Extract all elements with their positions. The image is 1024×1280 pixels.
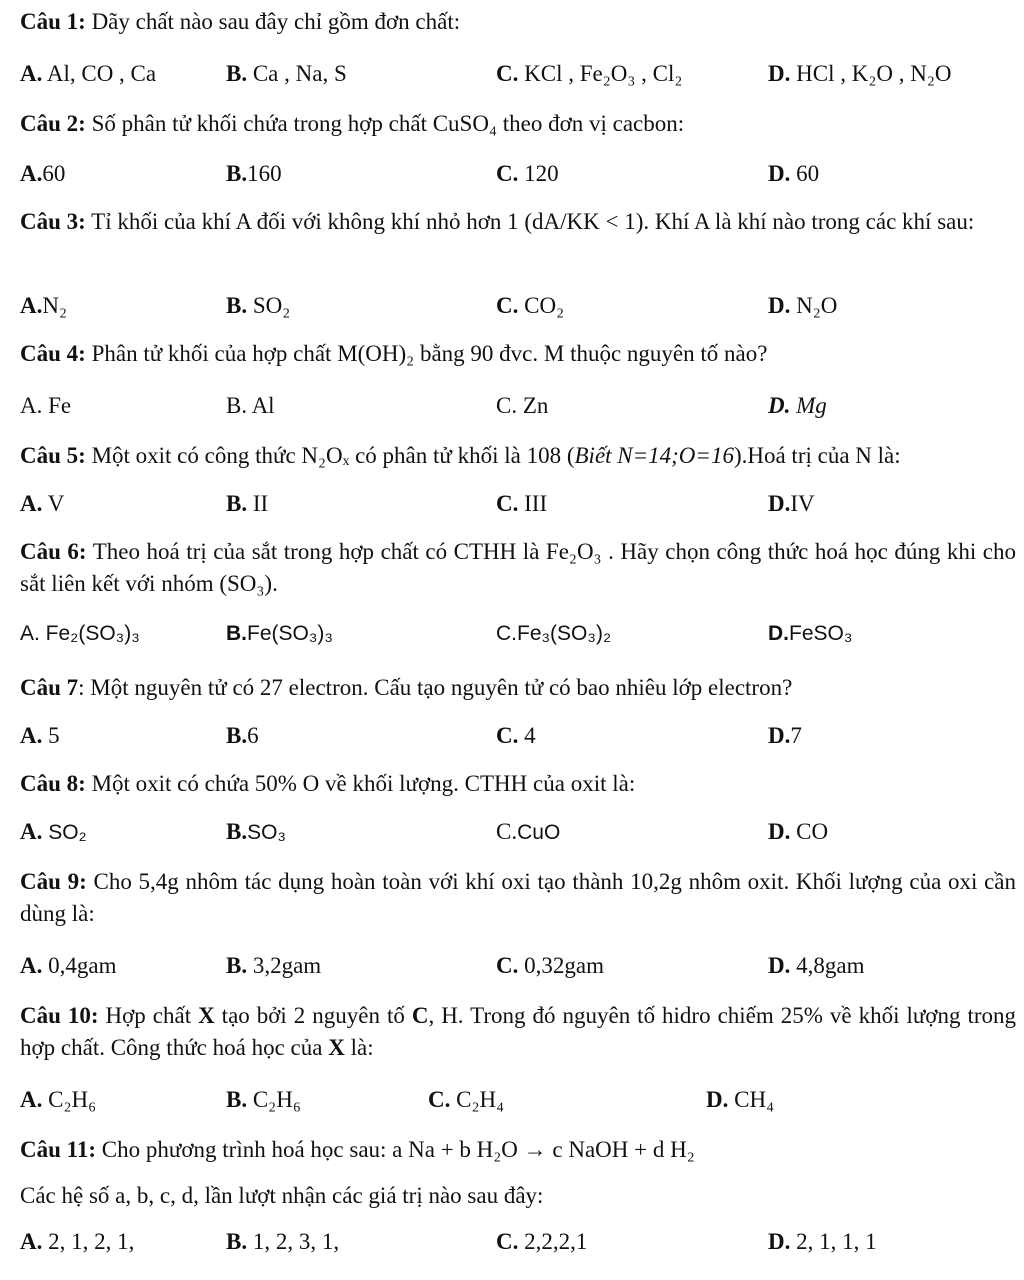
question-text: Một oxit có công thức N₂Oₓ có phân tử khối là 108 ( [85, 443, 575, 468]
question-text: Dãy chất nào sau đây chỉ gồm đơn chất: [85, 9, 461, 34]
option-c[interactable] [496, 58, 682, 90]
question-text-end: ).Hoá trị của N là: [733, 443, 901, 468]
option-c[interactable] [496, 950, 604, 982]
option-text: Fe₂(SO₃)₃ [39, 622, 140, 645]
question-text: Các hệ số a, b, c, d, lần lượt nhận các giá trị nào sau đây: [20, 1183, 544, 1208]
question-text: Theo hoá trị của sắt trong hợp chất có CTHH là Fe₂O₃ . Hãy chọn công thức hoá học đúng khi cho sắt liên kết với nhóm (SO₃). [20, 539, 1017, 596]
option-text: 5 [42, 723, 60, 748]
option-letter: D. [768, 61, 791, 86]
element-symbol: C [411, 1003, 429, 1028]
option-text: Zn [517, 393, 549, 418]
question-text: Một oxit có chứa 50% O về khối lượng. CTHH của oxit là: [85, 771, 636, 796]
option-b[interactable] [226, 488, 268, 520]
option-letter: D. [768, 723, 791, 748]
option-text: C₂H₆ [42, 1087, 97, 1112]
option-text: C₂H₆ [247, 1087, 301, 1112]
option-text: SO₃ [247, 821, 286, 844]
option-letter: A. [20, 1087, 43, 1112]
question-stem [20, 536, 1016, 600]
option-text: 2, 1, 2, 1, [42, 1229, 135, 1254]
answer-options [20, 720, 1016, 752]
question-stem [20, 672, 1016, 704]
option-b[interactable] [226, 816, 286, 849]
option-text: CuO [517, 821, 561, 844]
option-letter: D. [768, 953, 791, 978]
question-number: Câu 1: [20, 9, 86, 34]
option-letter: A. [20, 61, 43, 86]
option-text: HCl , K₂O , N₂O [790, 61, 952, 86]
option-d[interactable] [768, 488, 815, 520]
option-d[interactable] [768, 618, 852, 650]
option-a[interactable] [20, 816, 87, 849]
question-number: Câu 6: [20, 539, 87, 564]
question-1 [20, 6, 1016, 86]
question-8 [20, 768, 1016, 844]
option-letter: B. [226, 723, 248, 748]
question-9 [20, 866, 1017, 978]
question-stem [20, 338, 1016, 370]
question-7 [20, 672, 1016, 748]
question-stem [20, 6, 1016, 38]
question-text: Tỉ khối của khí A đối với không khí nhỏ hơn 1 (dA/KK < 1). Khí A là khí nào trong các khí sau: [85, 209, 975, 234]
option-text: 7 [790, 723, 802, 748]
option-text: 3,2gam [247, 953, 322, 978]
option-b[interactable] [226, 290, 290, 322]
answer-options [20, 390, 1016, 422]
option-text: SO₂ [42, 821, 87, 844]
option-d[interactable] [768, 158, 819, 190]
option-text: SO₂ [247, 293, 291, 318]
option-d[interactable] [768, 816, 828, 848]
option-b[interactable] [226, 390, 275, 422]
option-d[interactable] [768, 950, 864, 982]
option-letter: B. [226, 293, 248, 318]
option-c[interactable] [496, 390, 548, 422]
option-letter: B. [226, 819, 248, 844]
option-a[interactable] [20, 390, 71, 422]
option-text: N₂O [790, 293, 838, 318]
option-letter: D. [768, 161, 791, 186]
option-b[interactable] [226, 950, 321, 982]
option-letter: B. [226, 622, 247, 645]
option-c[interactable] [496, 720, 536, 752]
option-letter: C. [496, 819, 518, 844]
option-text: Fe(SO₃)₃ [247, 622, 333, 645]
option-a[interactable] [20, 720, 60, 752]
option-letter: C. [496, 61, 519, 86]
option-c[interactable] [428, 1084, 504, 1116]
option-d[interactable] [768, 58, 951, 90]
option-text: Ca , Na, S [247, 61, 347, 86]
option-text: C₂H₄ [450, 1087, 505, 1112]
option-text: FeSO₃ [789, 622, 853, 645]
option-letter: D. [768, 491, 791, 516]
option-c[interactable] [496, 290, 564, 322]
option-a[interactable] [20, 488, 64, 520]
option-letter: A. [20, 1229, 43, 1254]
option-text: 0,4gam [42, 953, 117, 978]
option-text: 120 [518, 161, 559, 186]
compound-symbol: X [198, 1003, 215, 1028]
option-text: Mg [790, 393, 827, 418]
question-number: Câu 8: [20, 771, 86, 796]
answer-options [20, 1084, 1016, 1116]
answer-options [20, 1226, 1016, 1258]
option-letter: D. [768, 393, 791, 418]
answer-options [20, 158, 1016, 190]
option-letter: A. [20, 953, 43, 978]
option-a[interactable] [20, 950, 116, 982]
question-number: Câu 9: [20, 869, 87, 894]
option-d[interactable] [706, 1084, 774, 1116]
question-stem [20, 206, 1016, 238]
option-text: 0,32gam [518, 953, 604, 978]
option-a[interactable] [20, 58, 156, 90]
option-text: Fe [42, 393, 72, 418]
question-text: Số phân tử khối chứa trong hợp chất CuSO₄ theo đơn vị cacbon: [85, 111, 685, 136]
option-c[interactable] [496, 618, 611, 650]
option-letter: B. [226, 491, 248, 516]
option-text: 60 [790, 161, 820, 186]
question-stem [20, 1000, 1016, 1064]
answer-options [20, 816, 1016, 848]
option-letter: A. [20, 161, 43, 186]
option-text: II [247, 491, 269, 516]
option-text: 2, 1, 1, 1 [790, 1229, 877, 1254]
option-letter: D. [768, 622, 789, 645]
question-number: Câu 2: [20, 111, 86, 136]
option-b[interactable] [226, 618, 333, 650]
question-text: tạo bởi 2 nguyên tố [214, 1003, 412, 1028]
answer-options [20, 950, 1016, 982]
question-text: , H. Trong đó nguyên tố hidro chiếm 25% về khối lượng trong hợp chất. Công thức hoá học của [20, 1003, 1017, 1060]
option-a[interactable] [20, 290, 67, 322]
option-text: 4 [518, 723, 536, 748]
question-substem [20, 1180, 1016, 1212]
question-text-end: là: [344, 1035, 374, 1060]
option-b[interactable] [226, 158, 282, 190]
question-text: : Một nguyên tử có 27 electron. Cấu tạo nguyên tử có bao nhiêu lớp electron? [78, 675, 793, 700]
answer-options [20, 290, 1016, 322]
option-text: 2,2,2,1 [518, 1229, 588, 1254]
option-letter: B. [226, 393, 248, 418]
option-a[interactable] [20, 1226, 134, 1258]
question-4 [20, 338, 1016, 418]
option-c[interactable] [496, 158, 559, 190]
option-c[interactable] [496, 816, 560, 849]
option-text: 160 [247, 161, 282, 186]
question-stem [20, 440, 1016, 472]
option-text: 60 [42, 161, 66, 186]
question-stem [20, 768, 1016, 800]
question-text: Hợp chất [98, 1003, 199, 1028]
question-hint: Biết N=14;O=16 [574, 443, 734, 468]
option-text: 4,8gam [790, 953, 865, 978]
option-letter: B. [226, 953, 248, 978]
question-text: Phân tử khối của hợp chất M(OH)₂ bằng 90 đvc. M thuộc nguyên tố nào? [85, 341, 768, 366]
option-letter: B. [226, 1229, 248, 1254]
option-text: III [518, 491, 548, 516]
option-letter: C. [496, 161, 519, 186]
option-d[interactable] [768, 390, 827, 422]
option-letter: C. [496, 953, 519, 978]
option-letter: C. [496, 622, 517, 645]
option-letter: A. [20, 293, 43, 318]
question-number: Câu 11: [20, 1137, 97, 1162]
question-2 [20, 108, 1016, 186]
question-5 [20, 440, 1016, 516]
question-number: Câu 4: [20, 341, 86, 366]
option-a[interactable] [20, 618, 140, 650]
option-text: CH₄ [728, 1087, 775, 1112]
option-a[interactable] [20, 158, 65, 190]
answer-options [20, 58, 1016, 90]
option-letter: C. [496, 491, 519, 516]
option-b[interactable] [226, 1226, 339, 1258]
option-d[interactable] [768, 1226, 877, 1258]
option-a[interactable] [20, 1084, 96, 1116]
option-letter: A. [20, 491, 43, 516]
option-text: CO₂ [518, 293, 565, 318]
option-letter: A. [20, 723, 43, 748]
option-letter: C. [496, 393, 518, 418]
option-letter: D. [706, 1087, 729, 1112]
option-d[interactable] [768, 290, 837, 322]
question-number: Câu 5: [20, 443, 86, 468]
option-letter: A. [20, 393, 43, 418]
option-c[interactable] [496, 1226, 587, 1258]
option-letter: C. [496, 293, 519, 318]
option-text: CO [790, 819, 829, 844]
question-3 [20, 206, 1016, 318]
option-letter: C. [428, 1087, 451, 1112]
question-number: Câu 10: [20, 1003, 99, 1028]
option-letter: D. [768, 819, 791, 844]
option-letter: D. [768, 293, 791, 318]
answer-options [20, 488, 1016, 520]
question-number: Câu 7 [20, 675, 79, 700]
answer-options [20, 618, 1016, 650]
question-6 [20, 536, 1017, 645]
option-text: Al, CO , Ca [42, 61, 157, 86]
option-text: N₂ [42, 293, 68, 318]
option-text: 1, 2, 3, 1, [247, 1229, 340, 1254]
option-text: Al [247, 393, 275, 418]
option-b[interactable] [226, 1084, 301, 1116]
option-letter: B. [226, 1087, 248, 1112]
compound-symbol: X [328, 1035, 345, 1060]
question-number: Câu 3: [20, 209, 86, 234]
question-11 [20, 1134, 1016, 1254]
question-stem [20, 866, 1016, 930]
question-text: Cho 5,4g nhôm tác dụng hoàn toàn với khí oxi tạo thành 10,2g nhôm oxit. Khối lượng của oxi cần dùng là: [20, 869, 1017, 926]
question-10 [20, 1000, 1017, 1112]
option-text: IV [790, 491, 815, 516]
question-stem [20, 108, 1016, 140]
option-b[interactable] [226, 720, 259, 752]
option-c[interactable] [496, 488, 547, 520]
option-letter: A. [20, 622, 40, 645]
option-letter: D. [768, 1229, 791, 1254]
option-b[interactable] [226, 58, 347, 90]
option-letter: B. [226, 61, 248, 86]
question-text: Cho phương trình hoá học sau: a Na + b H₂O → c NaOH + d H₂ [96, 1137, 695, 1162]
option-text: V [42, 491, 65, 516]
option-text: KCl , Fe₂O₃ , Cl₂ [518, 61, 683, 86]
option-letter: B. [226, 161, 248, 186]
option-text: 6 [247, 723, 259, 748]
option-d[interactable] [768, 720, 802, 752]
option-letter: A. [20, 819, 43, 844]
question-stem [20, 1134, 1016, 1166]
option-letter: C. [496, 723, 519, 748]
option-text: Fe₃(SO₃)₂ [517, 622, 612, 645]
option-letter: C. [496, 1229, 519, 1254]
